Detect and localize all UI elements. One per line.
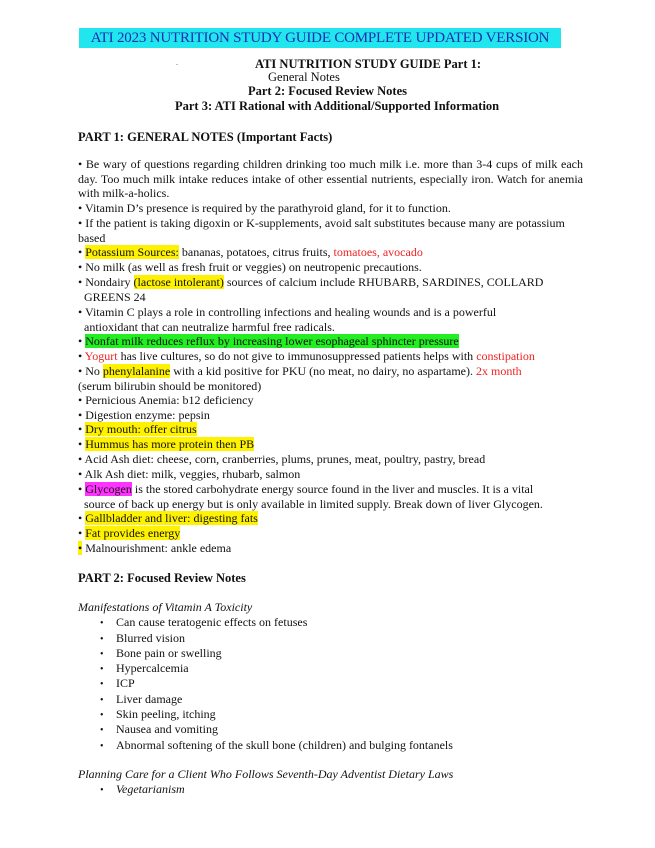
bullet-glyph: •: [78, 422, 83, 436]
bullet-glyph-highlight: •: [78, 541, 83, 555]
bullet-text: No milk (as well as fresh fruit or veggies) on neutropenic precautions.: [85, 260, 422, 274]
list-item-text: Liver damage: [116, 692, 183, 706]
bullet-text: is the stored carbohydrate energy source found in the liver and muscles. It is a vital: [131, 482, 534, 496]
bullet-text: bananas, potatoes, citrus fruits,: [178, 245, 334, 259]
bullet-glyph: •: [100, 785, 104, 796]
bullet-milk: [78, 157, 583, 201]
highlight-lactose: (lactose intolerant): [133, 275, 224, 289]
bullet-text: Pernicious Anemia: b12 deficiency: [85, 393, 254, 407]
bullet-glyph: •: [78, 511, 83, 525]
highlight-fat: Fat provides energy: [85, 526, 181, 540]
bullet-nonfat-milk: [78, 334, 583, 349]
bullet-text-cont: source of back up energy but is only available in limited supply. Break down of liver Glycogen.: [84, 496, 543, 511]
bullet-gallbladder: [78, 511, 583, 526]
stray-dot: .: [176, 58, 178, 67]
bullet-digestion: [78, 408, 583, 423]
bullet-text: Be wary of questions regarding children drinking too much milk i.e. more than 3-4 cups of milk each day. Too much milk intake reduces intake of other essential nutrients, especially iron. Watch for anemia with milk-a-holics.: [78, 157, 583, 201]
title-line-2: General Notes: [268, 70, 340, 84]
bullet-digoxin: [78, 216, 583, 245]
bullet-text: Acid Ash diet: cheese, corn, cranberries, plums, prunes, meat, poultry, pastry, bread: [84, 452, 486, 466]
part2-heading: PART 2: Focused Review Notes: [78, 571, 246, 585]
bullet-glyph: •: [100, 725, 104, 736]
bullet-text-cont: (serum bilirubin should be monitored): [78, 378, 262, 393]
bullet-glyph: •: [78, 452, 83, 466]
bullet-text: has live cultures, so do not give to immunosuppressed patients helps with: [117, 349, 477, 363]
highlight-gallbladder: Gallbladder and liver: digesting fats: [85, 511, 258, 525]
red-text-constipation: constipation: [476, 349, 535, 363]
bullet-glyph: •: [100, 664, 104, 675]
bullet-nondairy: [78, 275, 583, 304]
bullet-text: Nondairy: [85, 275, 134, 289]
bullet-pernicious: [78, 393, 583, 408]
bullet-glyph: •: [78, 305, 83, 319]
list-item: [100, 661, 189, 676]
bullet-text: Vitamin D’s presence is required by the parathyroid gland, for it to function.: [85, 201, 451, 215]
title-line-3: Part 2: Focused Review Notes: [248, 84, 407, 98]
bullet-glyph: •: [78, 245, 83, 259]
list-item-text: Hypercalcemia: [116, 661, 189, 675]
bullet-glyph: •: [78, 393, 83, 407]
bullet-text: with a kid positive for PKU (no meat, no dairy, no aspartame).: [170, 364, 477, 378]
adventist-subheading: Planning Care for a Client Who Follows Seventh-Day Adventist Dietary Laws: [78, 767, 454, 781]
bullet-alk-ash: [78, 467, 583, 482]
part1-heading: PART 1: GENERAL NOTES (Important Facts): [78, 130, 333, 144]
list-item-text: Bone pain or swelling: [116, 646, 222, 660]
list-item: [100, 631, 185, 646]
list-item-text: Vegetarianism: [116, 782, 185, 796]
bullet-potassium: [78, 245, 583, 260]
bullet-text: Malnourishment: ankle edema: [85, 541, 232, 555]
bullet-text: If the patient is taking digoxin or K-supplements, avoid salt substitutes because many are potassium based: [78, 216, 565, 245]
list-item-text: Can cause teratogenic effects on fetuses: [116, 615, 308, 629]
bullet-text: No: [85, 364, 103, 378]
bullet-glyph: •: [100, 634, 104, 645]
red-text-tomatoes: tomatoes, avocado: [333, 245, 423, 259]
list-item-text: Skin peeling, itching: [116, 707, 216, 721]
list-item: [100, 738, 453, 753]
highlight-dry-mouth: Dry mouth: offer citrus: [85, 422, 197, 436]
bullet-glyph: •: [78, 349, 83, 363]
red-text-2x-month: 2x month: [476, 364, 522, 378]
title-line-4: Part 3: ATI Rational with Additional/Supported Information: [175, 99, 500, 113]
bullet-glyph: •: [100, 679, 104, 690]
list-item: [100, 646, 222, 661]
vitamin-a-subheading: Manifestations of Vitamin A Toxicity: [78, 600, 253, 614]
list-item: [100, 692, 182, 707]
bullet-text: Alk Ash diet: milk, veggies, rhubarb, salmon: [84, 467, 301, 481]
title-line-1: ATI NUTRITION STUDY GUIDE Part 1:: [255, 57, 482, 71]
list-item: [100, 676, 135, 691]
highlight-hummus: Hummus has more protein then PB: [85, 437, 255, 451]
red-text-yogurt: Yogurt: [84, 349, 118, 363]
bullet-glyph: •: [78, 334, 83, 348]
bullet-text-cont: GREENS 24: [84, 289, 146, 304]
bullet-glycogen: [78, 482, 583, 511]
bullet-glyph: •: [78, 216, 83, 230]
list-item-text: ICP: [116, 676, 135, 690]
bullet-glyph: •: [78, 275, 83, 289]
bullet-hummus: [78, 437, 583, 452]
bullet-fat: [78, 526, 583, 541]
bullet-glyph: •: [78, 482, 83, 496]
bullet-yogurt: [78, 349, 583, 364]
highlight-phenylalanine: phenylalanine: [102, 364, 171, 378]
highlight-potassium: Potassium Sources:: [85, 245, 179, 259]
bullet-text: Digestion enzyme: pepsin: [85, 408, 210, 422]
list-item-text: Nausea and vomiting: [116, 722, 218, 736]
list-item: [100, 707, 216, 722]
bullet-glyph: •: [100, 710, 104, 721]
title-banner: ATI 2023 NUTRITION STUDY GUIDE COMPLETE UPDATED VERSION: [79, 28, 561, 48]
bullet-glyph: •: [100, 649, 104, 660]
bullet-text: Vitamin C plays a role in controlling infections and healing wounds and is a powerful: [85, 305, 497, 319]
highlight-glycogen: Glycogen: [85, 482, 132, 496]
bullet-malnourishment: [78, 541, 583, 556]
bullet-pku: [78, 364, 583, 393]
bullet-dry-mouth: [78, 422, 583, 437]
bullet-glyph: •: [100, 618, 104, 629]
list-item: [100, 615, 307, 630]
list-item: [100, 782, 185, 797]
bullet-neutropenic: [78, 260, 583, 275]
bullet-glyph: •: [100, 741, 104, 752]
list-item: [100, 722, 218, 737]
list-item-text: Abnormal softening of the skull bone (children) and bulging fontanels: [116, 738, 453, 752]
highlight-nonfat: Nonfat milk reduces reflux by increasing lower esophageal sphincter pressure: [85, 334, 459, 348]
bullet-glyph: •: [100, 695, 104, 706]
bullet-glyph: •: [78, 201, 83, 215]
bullet-acid-ash: [78, 452, 583, 467]
bullet-glyph: •: [78, 157, 83, 171]
bullet-glyph: •: [78, 467, 83, 481]
bullet-glyph: •: [78, 408, 83, 422]
list-item-text: Blurred vision: [116, 631, 185, 645]
bullet-glyph: •: [78, 260, 83, 274]
bullet-text-cont: antioxidant that can neutralize harmful free radicals.: [84, 319, 335, 334]
bullet-glyph: •: [78, 437, 83, 451]
bullet-vitamin-d: [78, 201, 583, 216]
bullet-glyph: •: [78, 526, 83, 540]
bullet-glyph: •: [78, 364, 83, 378]
bullet-vitamin-c: [78, 305, 583, 334]
bullet-text: sources of calcium include RHUBARB, SARDINES, COLLARD: [223, 275, 544, 289]
